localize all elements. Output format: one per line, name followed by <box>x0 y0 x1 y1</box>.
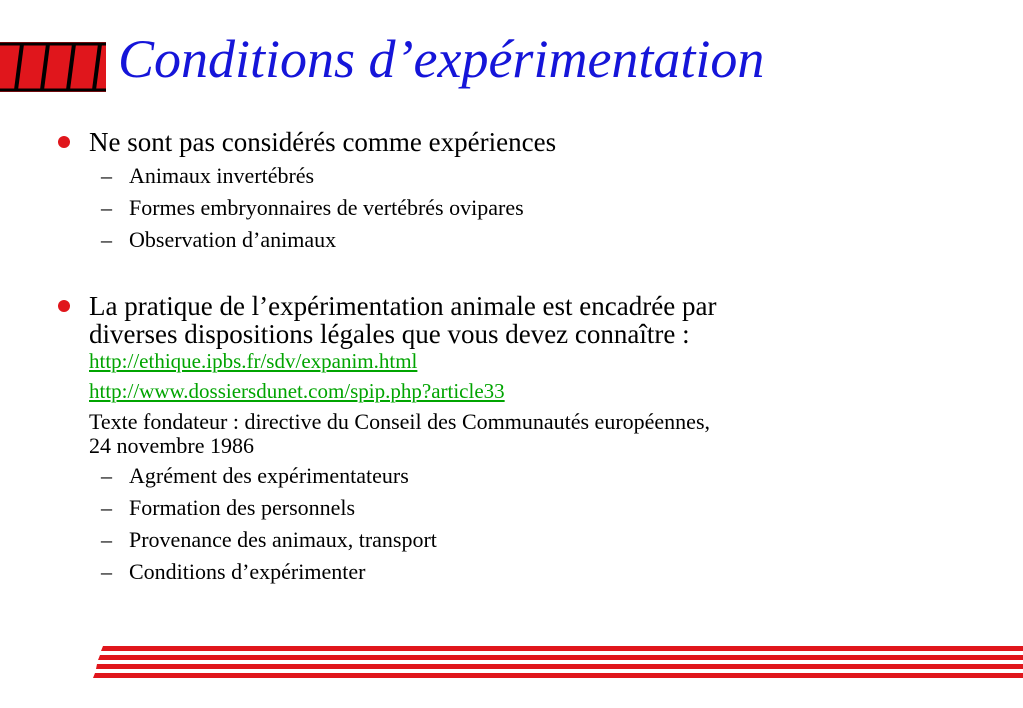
link-ethique[interactable]: http://ethique.ipbs.fr/sdv/expanim.html <box>89 349 418 373</box>
footer-stripes-icon <box>93 646 1023 680</box>
sub-item <box>58 556 958 588</box>
dash-icon: – <box>101 495 112 520</box>
sub-item-label: Formation des personnels <box>129 495 356 520</box>
sub-item <box>58 460 958 492</box>
sub-item-label: Agrément des expérimentateurs <box>129 463 409 488</box>
dash-icon: – <box>101 463 112 488</box>
section2-heading-line1: La pratique de l’expérimentation animale est encadrée par <box>89 291 717 321</box>
dash-icon: – <box>101 559 112 584</box>
dash-icon: – <box>101 163 112 188</box>
founding-text-line2: 24 novembre 1986 <box>89 433 254 458</box>
founding-text-line1: Texte fondateur : directive du Conseil des Communautés européennes, <box>89 409 711 434</box>
sub-item-label: Observation d’animaux <box>129 227 337 252</box>
section1-heading: Ne sont pas considérés comme expériences <box>89 127 557 157</box>
section2-heading-line2: diverses dispositions légales que vous devez connaître : <box>89 319 690 349</box>
title-bars-icon <box>0 42 106 92</box>
sub-item-label: Provenance des animaux, transport <box>129 527 437 552</box>
link-dossiersdunet[interactable]: http://www.dossiersdunet.com/spip.php?article33 <box>89 379 505 403</box>
sub-item <box>58 492 958 524</box>
dash-icon: – <box>101 527 112 552</box>
page-title: Conditions d’expérimentation <box>118 29 765 89</box>
bullet-item <box>58 292 958 348</box>
section-exclusions <box>58 128 958 256</box>
sub-item <box>58 192 958 224</box>
bullet-item <box>58 128 958 156</box>
dash-icon: – <box>101 195 112 220</box>
sub-item <box>58 224 958 256</box>
sub-item <box>58 160 958 192</box>
bullet-dot-icon <box>58 300 70 312</box>
sub-item-label: Animaux invertébrés <box>129 163 315 188</box>
section-legal <box>58 292 958 588</box>
bullet-dot-icon <box>58 136 70 148</box>
sub-item-label: Conditions d’expérimenter <box>129 559 366 584</box>
sub-item-label: Formes embryonnaires de vertébrés ovipares <box>129 195 524 220</box>
sub-item <box>58 524 958 556</box>
dash-icon: – <box>101 227 112 252</box>
